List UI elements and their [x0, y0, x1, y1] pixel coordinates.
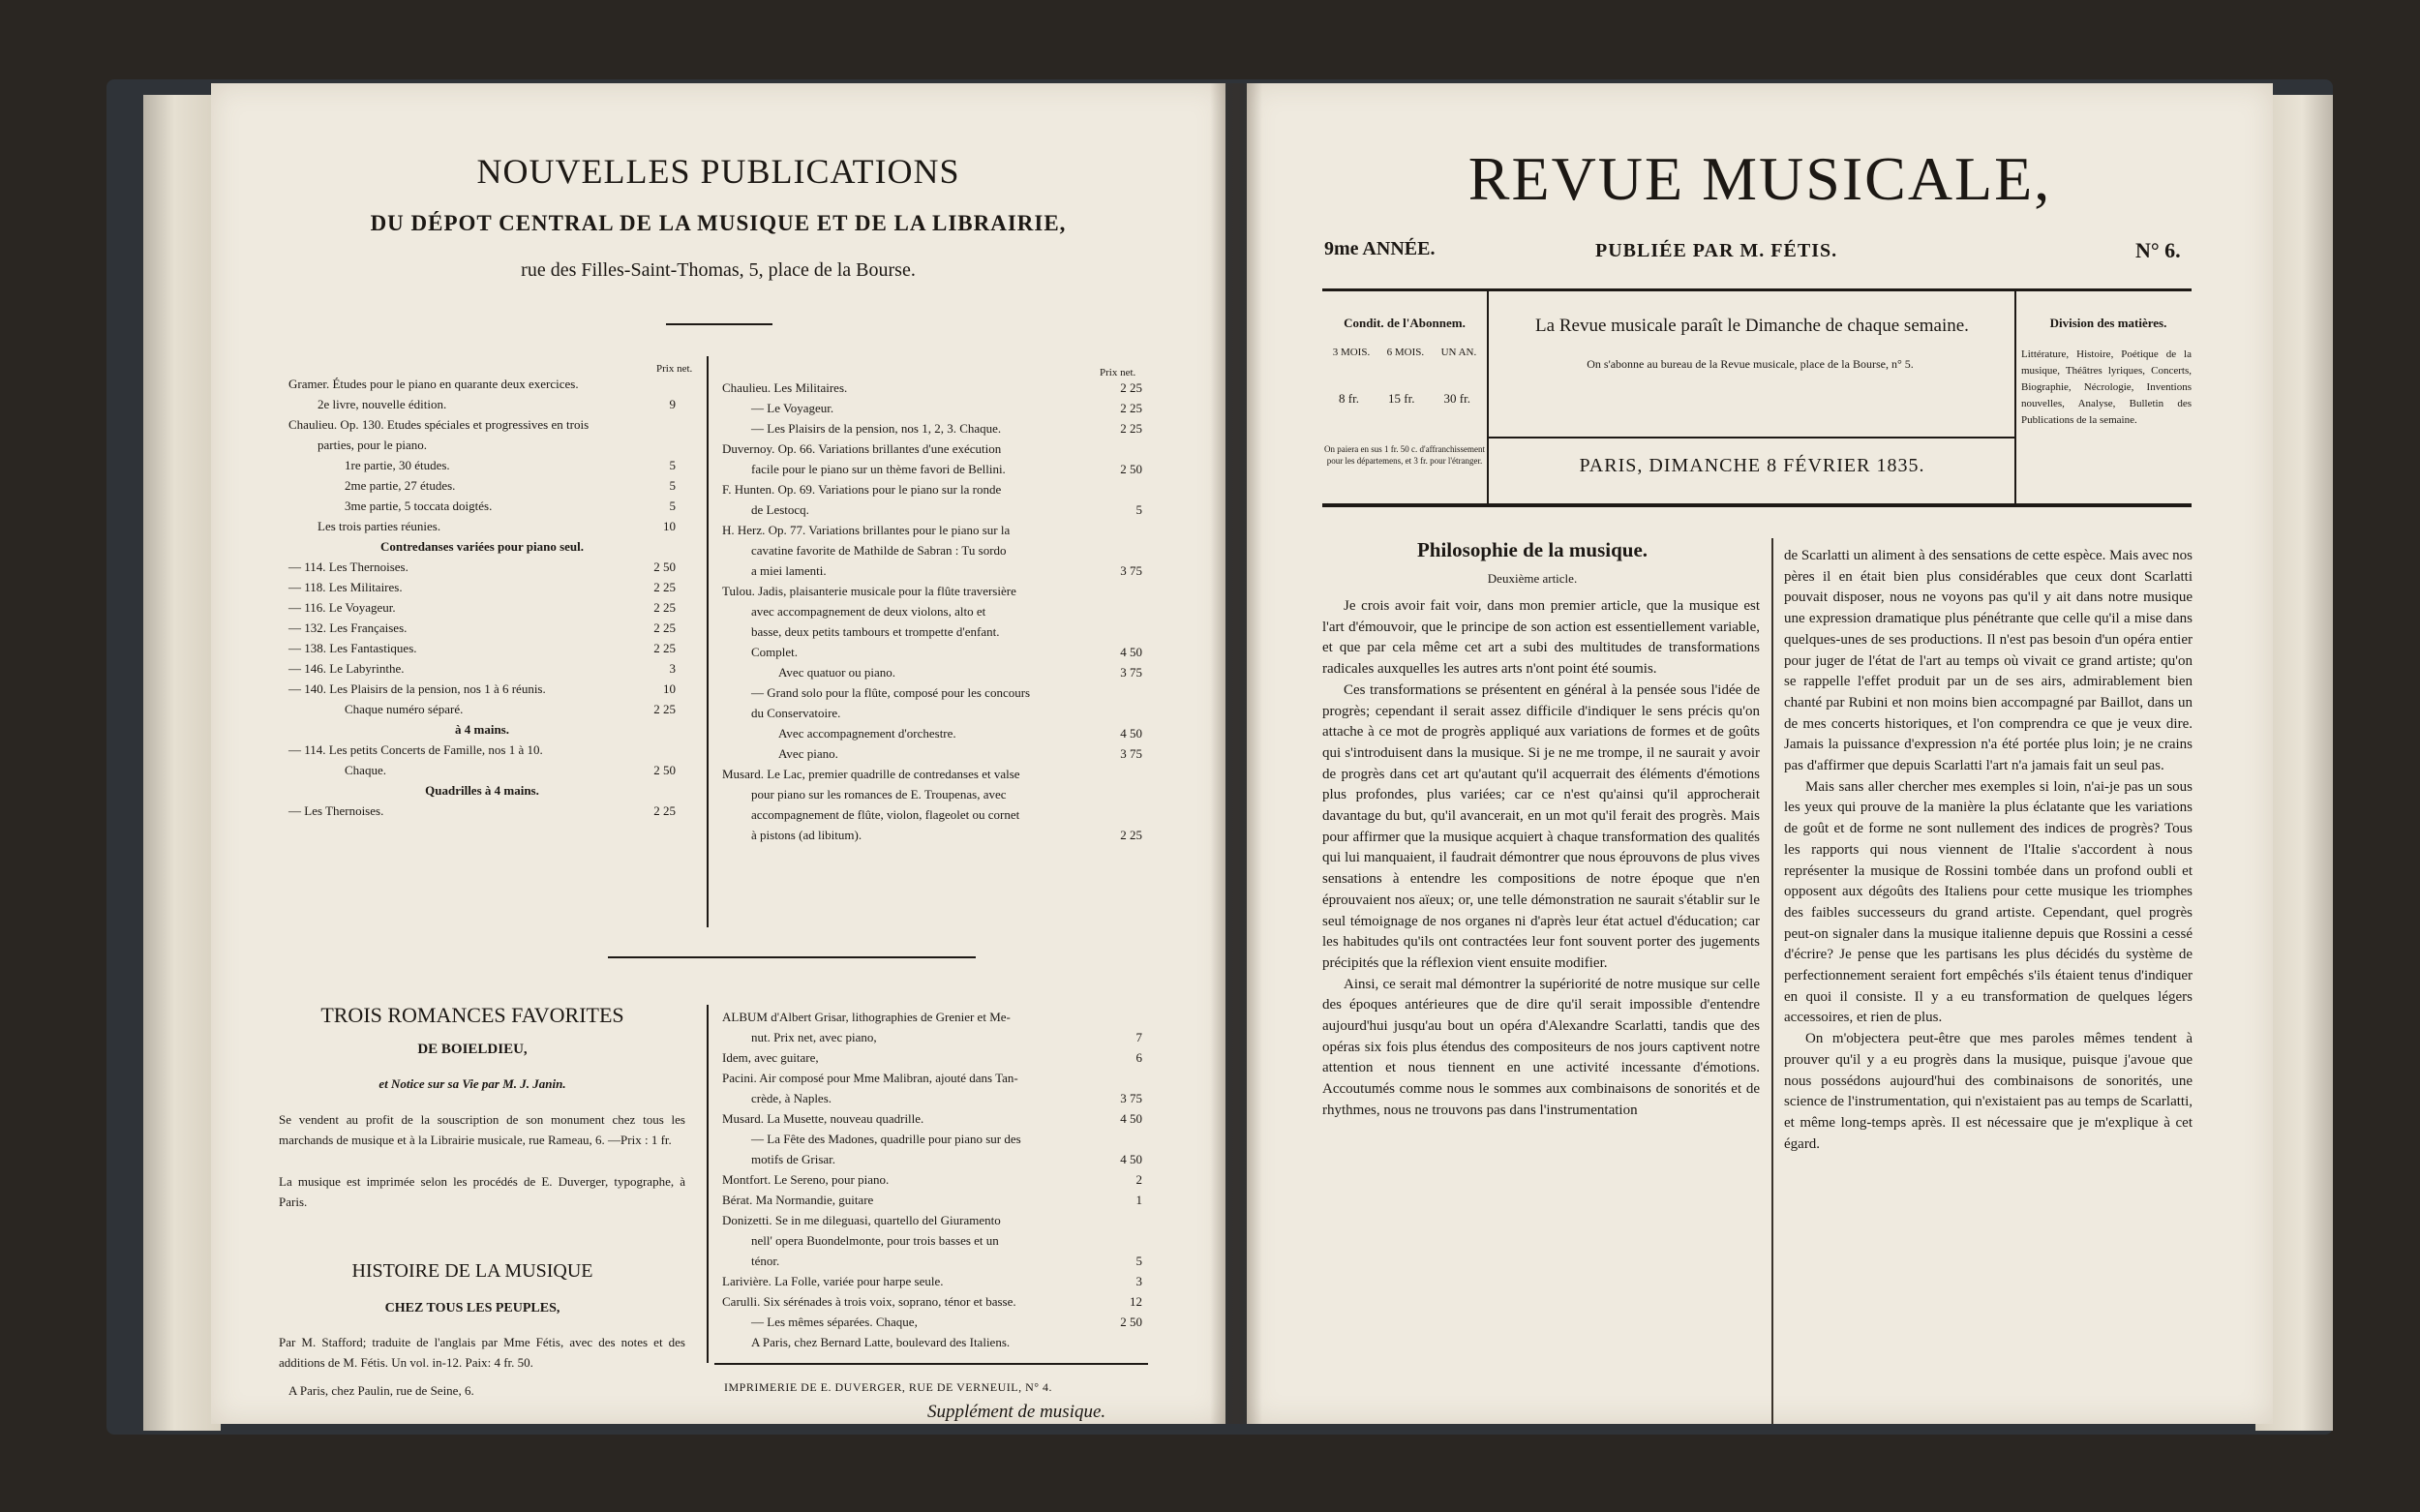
entry-text: Contredanses variées pour piano seul.: [379, 539, 585, 554]
entry-price: 2 50: [653, 763, 676, 777]
catalogue-entry: [722, 1291, 1142, 1312]
price-value: 8 fr.: [1339, 391, 1359, 406]
masthead: REVUE MUSICALE,: [1467, 144, 2052, 213]
catalogue-entry: [288, 719, 676, 740]
catalogue-entry: [288, 374, 676, 394]
column-divider: [707, 356, 709, 927]
catalogue-entry: [722, 804, 1142, 825]
publication-schedule: La Revue musicale paraît le Dimanche de chaque semaine.: [1535, 316, 1969, 336]
catalogue-entry: [288, 618, 676, 638]
entry-price: 4 50: [1120, 1152, 1142, 1166]
catalogue-entry: [722, 1332, 1142, 1352]
entry-text: pour piano sur les romances de E. Troupenas, avec: [751, 787, 1007, 801]
issue-number: N° 6.: [2135, 238, 2181, 262]
catalogue-entry: [722, 1312, 1142, 1332]
entry-text: — 118. Les Militaires.: [288, 580, 403, 594]
catalogue-entry: [722, 825, 1142, 845]
romances-notice: et Notice sur sa Vie par M. J. Janin.: [378, 1076, 566, 1091]
catalogue-entry: [722, 560, 1142, 581]
entry-text: 2me partie, 27 études.: [345, 478, 456, 493]
entry-text: — Le Voyageur.: [751, 401, 834, 415]
catalogue-entry: [722, 1210, 1142, 1230]
entry-price: 2 25: [1120, 421, 1142, 436]
division-title: Division des matières.: [2049, 316, 2167, 330]
entry-text: nut. Prix net, avec piano,: [751, 1030, 877, 1044]
catalogue-entry: [722, 540, 1142, 560]
entry-text: à 4 mains.: [455, 722, 509, 737]
catalogue-entry: [722, 1027, 1142, 1047]
entry-text: 1re partie, 30 études.: [345, 458, 450, 472]
entry-price: 2 25: [653, 702, 676, 716]
entry-price: 3: [669, 661, 676, 676]
entry-text: Quadrilles à 4 mains.: [425, 783, 539, 798]
catalogue-entry: [722, 1047, 1142, 1068]
entry-price: 2 25: [653, 803, 676, 818]
abonnement-title: Condit. de l'Abonnem.: [1344, 316, 1466, 330]
entry-text: facile pour le piano sur un thème favori de Bellini.: [751, 462, 1006, 476]
column-divider: [707, 1005, 709, 1363]
entry-price: 7: [1135, 1030, 1142, 1044]
catalogue-entry: [288, 414, 676, 435]
catalogue-entry: [722, 1169, 1142, 1190]
entry-text: Les trois parties réunies.: [318, 519, 441, 533]
entry-price: 2: [1135, 1172, 1142, 1187]
romances-title: TROIS ROMANCES FAVORITES: [320, 1003, 624, 1027]
page-subtitle: DU DÉPOT CENTRAL DE LA MUSIQUE ET DE LA LIBRAIRIE,: [370, 211, 1067, 235]
entry-price: 5: [669, 458, 676, 472]
histoire-title: HISTOIRE DE LA MUSIQUE: [351, 1260, 593, 1282]
catalogue-entry: [722, 479, 1142, 499]
entry-text: Montfort. Le Sereno, pour piano.: [722, 1172, 890, 1187]
catalogue-entry: [288, 516, 676, 536]
entry-price: 10: [663, 519, 676, 533]
entry-text: — 116. Le Voyageur.: [288, 600, 396, 615]
entry-text: avec accompagnement de deux violons, alto et: [751, 604, 986, 619]
entry-price: 12: [1130, 1294, 1142, 1309]
entry-price: 3 75: [1120, 746, 1142, 761]
entry-text: cavatine favorite de Mathilde de Sabran : Tu sordo: [751, 543, 1007, 558]
entry-text: Duvernoy. Op. 66. Variations brillantes d'une exécution: [722, 441, 1002, 456]
article-column-1: [1322, 596, 1760, 1122]
catalogue-entry: [288, 740, 676, 760]
catalogue-entry: [288, 638, 676, 658]
entry-price: 5: [669, 499, 676, 513]
divider: [666, 323, 772, 325]
entry-text: — 140. Les Plaisirs de la pension, nos 1 à 6 réunis.: [288, 681, 546, 696]
entry-text: — Grand solo pour la flûte, composé pour les concours: [751, 685, 1031, 700]
catalogue-entry: [722, 1108, 1142, 1129]
entry-text: Tulou. Jadis, plaisanterie musicale pour la flûte traversière: [722, 584, 1016, 598]
entry-text: Pacini. Air composé pour Mme Malibran, ajouté dans Tan-: [722, 1071, 1018, 1085]
catalogue-entry: [722, 499, 1142, 520]
entry-text: Donizetti. Se in me dileguasi, quartello del Giuramento: [722, 1213, 1001, 1227]
catalogue-entry: [722, 378, 1142, 398]
catalogue-entry: [722, 1271, 1142, 1291]
entry-text: basse, deux petits tambours et trompette d'enfant.: [751, 624, 1000, 639]
catalogue-entry: [722, 459, 1142, 479]
page-title: NOUVELLES PUBLICATIONS: [476, 152, 960, 191]
entry-text: nell' opera Buondelmonte, pour trois basses et un: [751, 1233, 999, 1248]
entry-text: — Les mêmes séparées. Chaque,: [751, 1315, 918, 1329]
catalogue-entry: [288, 760, 676, 780]
entry-price: 2 50: [653, 559, 676, 574]
catalogue-entry: [722, 520, 1142, 540]
catalogue-entry: [722, 1068, 1142, 1088]
entry-price: 2 25: [653, 620, 676, 635]
catalogue-entry: [722, 764, 1142, 784]
entry-text: Idem, avec guitare,: [722, 1050, 819, 1065]
article-paragraph: On m'objectera peut-être que mes paroles mêmes tendent à prouver qu'il y a eu progrès dans la musique, puisque j'avoue que nous possédons aujourd'hui des combinaisons de sonorités, une science de l'instrumentation, qui n'existaient pas au temps de Scarlatti, et même long-temps après. Il est nécessaire que je m'explique à cet égard.: [1784, 1031, 2193, 1152]
romances-author: DE BOIELDIEU,: [417, 1042, 528, 1057]
entry-text: Chaque numéro séparé.: [345, 702, 464, 716]
price-header: Prix net.: [1100, 367, 1136, 378]
catalogue-entry: [722, 1230, 1142, 1251]
catalogue-entry: [722, 662, 1142, 682]
entry-price: 2 25: [1120, 401, 1142, 415]
division-text: Littérature, Histoire, Poétique de la musique, Théâtres lyriques, Concerts, Biographie, Nécrologie, Inventions nouvelles, Analyse, Bulletin des Publications de la semaine.: [2021, 348, 2192, 426]
catalogue-entry: [288, 496, 676, 516]
article-paragraph: de Scarlatti un aliment à des sensations de cette espèce. Mais avec nos pères il en était bien plus considérables que ceux dont Scarlatti pouvait disposer, nous ne voyons pas qu'il y ait dans notre musique une expression dramatique plus pénétrante que celle qu'il a mise dans quelques-unes de ses productions. Il n'est pas besoin d'un opéra entier pour juger de l'état de l'art au temps où vivait ce grand artiste; qu'on se rappelle l'effet produit par un de ses airs, admirablement bien chanté par Rubini et non moins bien accompagné par Baillot, dans un de mes concerts historiques, et l'on comprendra ce que je veux dire. Jamais la puissance d'expression n'a été portée plus loin; je ne crains pas d'affirmer que depuis Scarlatti l'art n'a jamais fait un seul pas.: [1784, 548, 2193, 774]
entry-text: 2e livre, nouvelle édition.: [318, 397, 447, 411]
entry-price: 4 50: [1120, 726, 1142, 741]
catalogue-entry: [722, 703, 1142, 723]
address: rue des Filles-Saint-Thomas, 5, place de la Bourse.: [521, 259, 916, 281]
entry-price: 2 25: [1120, 828, 1142, 842]
header-rule: [1322, 288, 2192, 291]
catalogue-entry: [722, 743, 1142, 764]
box-divider: [1487, 290, 1489, 505]
entry-text: Chaulieu. Les Militaires.: [722, 380, 848, 395]
entry-text: Carulli. Six sérénades à trois voix, soprano, ténor et basse.: [722, 1294, 1016, 1309]
box-divider: [2014, 290, 2016, 505]
entry-text: de Lestocq.: [751, 502, 809, 517]
entry-text: 3me partie, 5 toccata doigtés.: [345, 499, 493, 513]
entry-text: F. Hunten. Op. 69. Variations pour le piano sur la ronde: [722, 482, 1002, 497]
catalogue-entry: [288, 577, 676, 597]
entry-text: Bérat. Ma Normandie, guitare: [722, 1193, 874, 1207]
catalogue-entry: [722, 1129, 1142, 1149]
catalogue-entry: [288, 394, 676, 414]
period-label: UN AN.: [1440, 347, 1477, 358]
right-page: [1247, 83, 2273, 1424]
book-gutter: [1210, 83, 1262, 1424]
article-column-2: [1784, 546, 2193, 1155]
entry-price: 5: [1135, 1254, 1142, 1268]
article-subtitle: Deuxième article.: [1487, 571, 1578, 586]
entry-text: Avec piano.: [778, 746, 838, 761]
entry-price: 2 25: [653, 641, 676, 655]
divider: [714, 1363, 1148, 1365]
box-divider: [1489, 437, 2014, 438]
entry-text: Larivière. La Folle, variée pour harpe seule.: [722, 1274, 944, 1288]
supplement-label: Supplément de musique.: [927, 1402, 1106, 1422]
issue-date: PARIS, DIMANCHE 8 FÉVRIER 1835.: [1579, 455, 1925, 476]
catalogue-entry: [288, 536, 676, 557]
entry-text: Complet.: [751, 645, 799, 659]
catalogue-entry: [722, 601, 1142, 621]
entry-text: Avec accompagnement d'orchestre.: [778, 726, 956, 741]
entry-price: 5: [1135, 502, 1142, 517]
romances-text: Se vendent au profit de la souscription de son monument chez tous les marchands de musique et à la Librairie musicale, rue Rameau, 6. —Prix : 1 fr.: [279, 1112, 685, 1147]
article-title: Philosophie de la musique.: [1416, 538, 1649, 561]
publisher-line: PUBLIÉE PAR M. FÉTIS.: [1595, 240, 1838, 261]
entry-text: ténor.: [751, 1254, 780, 1268]
catalogue-entry: [722, 1088, 1142, 1108]
entry-text: Chaque.: [345, 763, 386, 777]
entry-price: 10: [663, 681, 676, 696]
period-label: 6 MOIS.: [1386, 347, 1425, 358]
catalogue-entry: [722, 581, 1142, 601]
entry-price: 3: [1135, 1274, 1142, 1288]
left-page: [211, 83, 1225, 1424]
entry-text: Gramer. Études pour le piano en quarante deux exercices.: [288, 377, 579, 391]
entry-text: A Paris, chez Bernard Latte, boulevard des Italiens.: [751, 1335, 1011, 1349]
entry-text: à pistons (ad libitum).: [751, 828, 862, 842]
page-edges-left: [143, 95, 221, 1431]
catalogue-column-1: [288, 374, 676, 821]
entry-text: — Les Thernoises.: [288, 803, 384, 818]
entry-price: 2 25: [653, 600, 676, 615]
entry-text: parties, pour le piano.: [318, 438, 427, 452]
entry-text: — 132. Les Françaises.: [288, 620, 408, 635]
catalogue-entry: [722, 784, 1142, 804]
entry-price: 3 75: [1120, 563, 1142, 578]
catalogue-entry: [722, 723, 1142, 743]
imprimerie-line: IMPRIMERIE DE E. DUVERGER, RUE DE VERNEUIL, N° 4.: [724, 1380, 1053, 1394]
entry-text: crède, à Naples.: [751, 1091, 832, 1105]
catalogue-entry: [722, 1190, 1142, 1210]
catalogue-entry: [722, 418, 1142, 438]
romances-text-2: La musique est imprimée selon les procédés de E. Duverger, typographe, à Paris.: [279, 1174, 685, 1209]
catalogue-entry: [722, 1007, 1142, 1027]
histoire-text: Par M. Stafford; traduite de l'anglais par Mme Fétis, avec des notes et des additions de M. Fétis. Un vol. in-12. Paix: 4 fr. 50.: [279, 1335, 685, 1370]
entry-text: Chaulieu. Op. 130. Etudes spéciales et progressives en trois: [288, 417, 590, 432]
histoire-address: A Paris, chez Paulin, rue de Seine, 6.: [288, 1383, 474, 1398]
catalogue-entry: [288, 455, 676, 475]
annee: 9me ANNÉE.: [1324, 238, 1436, 259]
catalogue-entry: [722, 621, 1142, 642]
entry-price: 2 25: [653, 580, 676, 594]
entry-price: 5: [669, 478, 676, 493]
entry-text: — 114. Les petits Concerts de Famille, nos 1 à 10.: [288, 742, 543, 757]
catalogue-entry: [722, 1251, 1142, 1271]
abonnement-note: On paiera en sus 1 fr. 50 c. d'affranchissement pour les départemens, et 3 fr. pour l'étranger.: [1324, 444, 1485, 466]
entry-text: a miei lamenti.: [751, 563, 827, 578]
catalogue-entry: [722, 438, 1142, 459]
catalogue-entry: [288, 597, 676, 618]
entry-text: motifs de Grisar.: [751, 1152, 836, 1166]
header-rule: [1322, 503, 2192, 507]
abonnement-prices: [1324, 391, 1485, 407]
price-value: 30 fr.: [1443, 391, 1470, 406]
catalogue-entry: [288, 435, 676, 455]
article-paragraph: Ainsi, ce serait mal démontrer la supériorité de notre musique sur celle des époques antérieures que de dire qu'il serait impossible d'entendre aujourd'hui jusqu'au bout un opéra d'Alexandre Scarlatti, tandis que des opéras six fois plus étendus des compositeurs de nos jours captivent notre attention et nous tiennent en une activité incessante d'émotions. Accoutumés comme nous le sommes aux combinaisons de sonorités et de rhythmes, nous ne trouvons pas dans l'instrumentation: [1322, 976, 1760, 1118]
catalogue-entry: [288, 780, 676, 801]
entry-text: — 146. Le Labyrinthe.: [288, 661, 405, 676]
entry-price: 3 75: [1120, 665, 1142, 680]
catalogue-entry: [722, 642, 1142, 662]
catalogue-entry: [288, 699, 676, 719]
catalogue-entry: [722, 682, 1142, 703]
entry-text: du Conservatoire.: [751, 706, 841, 720]
entry-price: 2 25: [1120, 380, 1142, 395]
catalogue-entry: [288, 679, 676, 699]
histoire-subtitle: CHEZ TOUS LES PEUPLES,: [384, 1301, 560, 1315]
divider: [608, 956, 976, 958]
entry-price: 9: [669, 397, 676, 411]
entry-text: Musard. La Musette, nouveau quadrille.: [722, 1111, 924, 1126]
entry-text: — 114. Les Thernoises.: [288, 559, 408, 574]
entry-price: 1: [1135, 1193, 1142, 1207]
catalogue-entry: [722, 398, 1142, 418]
entry-price: 6: [1135, 1050, 1142, 1065]
entry-price: 2 50: [1120, 462, 1142, 476]
entry-text: H. Herz. Op. 77. Variations brillantes pour le piano sur la: [722, 523, 1011, 537]
abonnement-periods: [1324, 347, 1485, 358]
catalogue-entry: [288, 475, 676, 496]
entry-price: 4 50: [1120, 645, 1142, 659]
catalogue-column-4: [722, 1007, 1142, 1352]
entry-text: — Les Plaisirs de la pension, nos 1, 2, 3. Chaque.: [751, 421, 1002, 436]
entry-text: Avec quatuor ou piano.: [778, 665, 896, 680]
entry-text: Musard. Le Lac, premier quadrille de contredanses et valse: [722, 767, 1020, 781]
entry-price: 4 50: [1120, 1111, 1142, 1126]
entry-text: accompagnement de flûte, violon, flageolet ou cornet: [751, 807, 1020, 822]
article-paragraph: Je crois avoir fait voir, dans mon premier article, que la musique est l'art d'émouvoir, que le principe de son action est essentiellement variable, et que par cela même cet art a subi des multitudes de transformations radicales auxquelles les autres arts n'ont point été soumis.: [1322, 598, 1760, 678]
catalogue-column-2: [722, 378, 1142, 845]
catalogue-entry: [288, 658, 676, 679]
entry-price: 2 50: [1120, 1315, 1142, 1329]
column-divider: [1771, 538, 1773, 1424]
price-value: 15 fr.: [1388, 391, 1415, 406]
article-paragraph: Ces transformations se présentent en général à la pensée sous l'idée de progrès; cependant il serait assez difficile d'indiquer le sens précis qu'on attache à ce mot de progrès appliqué aux variations de formes et de goûts qui s'introduisent dans la musique. Si je ne me trompe, il ne saurait y avoir de progrès dans cet art qu'autant qu'il acquerrait des éléments d'émotions plus profondes, plus variées; car ce n'est qu'ainsi qu'il approcherait davantage du but, qu'il avancerait, en un mot qu'il ferait des progrès. Mais pour affirmer que la musique acquiert à chaque transformation des qualités qui lui manquaient, il faudrait démontrer que nous éprouvons de plus vives sensations à entendre les compositions de notre époque que n'en éprouvaient nos aïeux; or, une telle démonstration ne saurait s'établir sur le seul témoignage de nos organes ni d'après leur état actuel d'éducation; car les habitudes qu'ils ont contractées leur font souvent porter des jugements précipités que la réflexion vient ensuite modifier.: [1322, 681, 1760, 971]
period-label: 3 MOIS.: [1332, 347, 1371, 358]
entry-text: — 138. Les Fantastiques.: [288, 641, 417, 655]
entry-text: — La Fête des Madones, quadrille pour piano sur des: [751, 1132, 1021, 1146]
price-header: Prix net.: [656, 363, 693, 375]
catalogue-entry: [288, 557, 676, 577]
subscription-office: On s'abonne au bureau de la Revue musicale, place de la Bourse, n° 5.: [1587, 357, 1914, 371]
article-paragraph: Mais sans aller chercher mes exemples si loin, n'ai-je pas un sous les yeux qui prouve de la manière la plus éclatante que les variations de goût et de forme ne sont nullement des indices de progrès? Tous les rapports qui nous viennent de l'Italie s'accordent à nous représenter la musique de Rossini tombée dans un profond oubli et opposent aux dégoûts des Italiens pour cette musique les triomphes des faibles successeurs du grand artiste. Cependant, quel progrès peut-on signaler dans la musique italienne depuis que Rossini a cessé d'écrire? Je pense que les partisans les plus décidés du système de perfectionnement seraient fort empêchés s'ils étaient tenus d'indiquer en quoi il consiste. Il y a eu transformation de quelques légers accessoires, et rien de plus.: [1784, 778, 2193, 1026]
catalogue-entry: [288, 801, 676, 821]
entry-text: ALBUM d'Albert Grisar, lithographies de Grenier et Me-: [722, 1010, 1011, 1024]
entry-price: 3 75: [1120, 1091, 1142, 1105]
catalogue-entry: [722, 1149, 1142, 1169]
